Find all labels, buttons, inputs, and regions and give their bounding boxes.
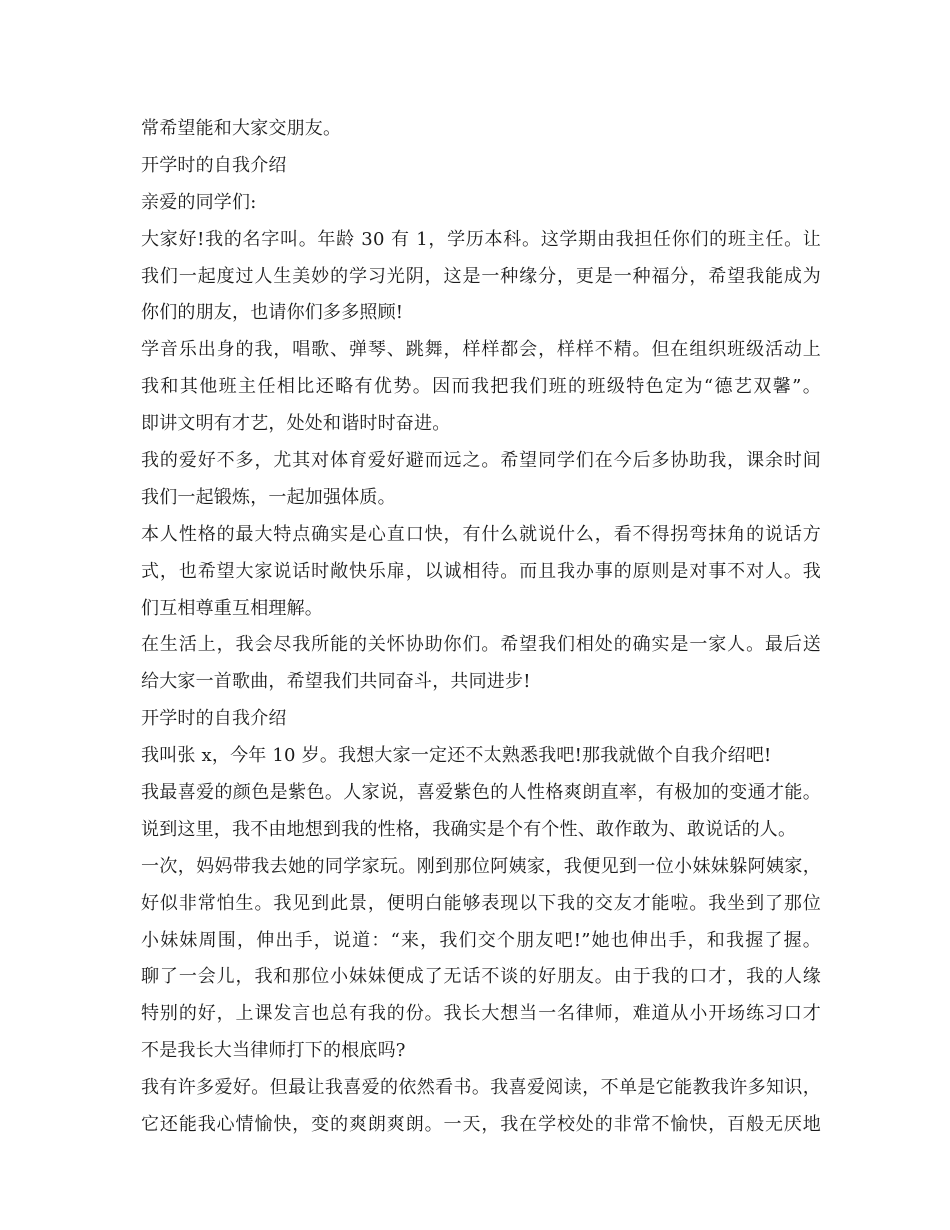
text-line: 本人性格的最大特点确实是心直口快，有什么就说什么，看不得拐弯抹角的说话方 <box>141 523 821 545</box>
section-heading: 开学时的自我介绍 <box>141 154 287 176</box>
text-line: 好似非常怕生。我见到此景，便明白能够表现以下我的交友才能啦。我坐到了那位 <box>141 892 821 914</box>
text-line: 式，也希望大家说话时敞快乐扉，以诚相待。而且我办事的原则是对事不对人。我 <box>141 560 821 582</box>
text-line: 我们一起锻炼，一起加强体质。 <box>141 486 396 508</box>
text-line: 给大家一首歌曲，希望我们共同奋斗，共同进步! <box>141 671 531 693</box>
text-line: 你们的朋友，也请你们多多照顾! <box>141 302 404 324</box>
text-line: 学音乐出身的我，唱歌、弹琴、跳舞，样样都会，样样不精。但在组织班级活动上 <box>141 339 821 361</box>
text-line: 我的爱好不多，尤其对体育爱好避而远之。希望同学们在今后多协助我，课余时间 <box>141 450 821 472</box>
text-line: 大家好!我的名字叫。年龄 30 有 1，学历本科。这学期由我担任你们的班主任。让 <box>141 228 821 250</box>
document-body <box>141 111 821 1144</box>
text-line: 它还能我心情愉快，变的爽朗爽朗。一天，我在学校处的非常不愉快，百般无厌地 <box>141 1114 821 1136</box>
text-line: 即讲文明有才艺，处处和谐时时奋进。 <box>141 413 451 435</box>
text-line: 在生活上，我会尽我所能的关怀协助你们。希望我们相处的确实是一家人。最后送 <box>141 634 821 656</box>
text-line: 们互相尊重互相理解。 <box>141 597 323 619</box>
text-line: 说到这里，我不由地想到我的性格，我确实是个有个性、敢作敢为、敢说话的人。 <box>141 818 797 840</box>
text-line: 我有许多爱好。但最让我喜爱的依然看书。我喜爱阅读，不单是它能教我许多知识， <box>141 1077 821 1099</box>
text-line: 不是我长大当律师打下的根底吗? <box>141 1040 406 1062</box>
text-line: 常希望能和大家交朋友。 <box>141 118 342 139</box>
section-heading: 开学时的自我介绍 <box>141 708 287 730</box>
text-line: 我叫张 x，今年 10 岁。我想大家一定还不太熟悉我吧!那我就做个自我介绍吧! <box>141 745 772 767</box>
text-line: 小妹妹周围，伸出手，说道：“来，我们交个朋友吧!”她也伸出手，和我握了握。 <box>141 929 821 951</box>
salutation: 亲爱的同学们: <box>141 191 257 213</box>
text-line: 我最喜爱的颜色是紫色。人家说，喜爱紫色的人性格爽朗直率，有极加的变通才能。 <box>141 782 821 804</box>
text-line: 我和其他班主任相比还略有优势。因而我把我们班的班级特色定为“德艺双馨”。 <box>141 376 821 398</box>
text-line: 聊了一会儿，我和那位小妹妹便成了无话不谈的好朋友。由于我的口才，我的人缘 <box>141 966 821 988</box>
text-line: 特别的好，上课发言也总有我的份。我长大想当一名律师，难道从小开场练习口才 <box>141 1003 821 1025</box>
text-line: 一次，妈妈带我去她的同学家玩。刚到那位阿姨家，我便见到一位小妹妹躲阿姨家， <box>141 855 821 877</box>
text-line: 我们一起度过人生美妙的学习光阴，这是一种缘分，更是一种福分，希望我能成为 <box>141 265 821 287</box>
